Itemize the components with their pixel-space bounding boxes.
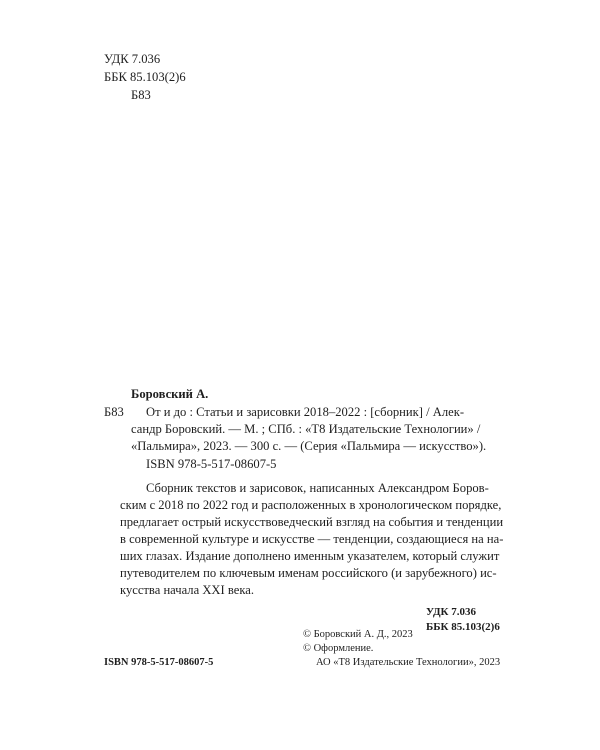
bib-description-line-1: От и до : Статьи и зарисовки 2018–2022 : [сборник] / Алек- [146,405,465,419]
annotation-line-5: ших глазах. Издание дополнено именным указателем, который служит [120,549,500,563]
isbn-record: ISBN 978-5-517-08607-5 [146,457,277,471]
copyright-publisher: АО «Т8 Издательские Технологии», 2023 [316,657,501,668]
author-mark: Б83 [104,405,124,419]
annotation-line-7: кусства начала XXI века. [120,583,254,597]
isbn-footer: ISBN 978-5-517-08607-5 [104,657,214,668]
copyright-design: © Оформление. [303,643,374,654]
udk-code-bottom: УДК 7.036 [426,606,477,618]
annotation-line-2: ским с 2018 по 2022 год и расположенных в хронологическом порядке, [120,498,502,512]
annotation-line-1: Сборник текстов и зарисовок, написанных Александром Боров- [146,481,489,495]
udk-code-top: УДК 7.036 [104,52,161,66]
bbk-code-bottom: ББК 85.103(2)6 [426,621,500,633]
bib-description-line-3: «Пальмира», 2023. — 300 с. — (Серия «Пальмира — искусство»). [131,439,487,453]
annotation-line-6: путеводителем по ключевым именам российского (и зарубежного) ис- [120,566,497,580]
annotation-line-4: в современной культуре и искусстве — тенденции, создающиеся на на- [120,532,504,546]
author-name: Боровский А. [131,387,209,401]
bib-description-line-2: сандр Боровский. — М. ; СПб. : «Т8 Издательские Технологии» / [131,422,481,436]
annotation-line-3: предлагает острый искусствоведческий взгляд на события и тенденции [120,515,504,529]
author-mark-top: Б83 [131,88,151,102]
bbk-code-top: ББК 85.103(2)6 [104,70,186,84]
copyright-author: © Боровский А. Д., 2023 [303,629,413,640]
